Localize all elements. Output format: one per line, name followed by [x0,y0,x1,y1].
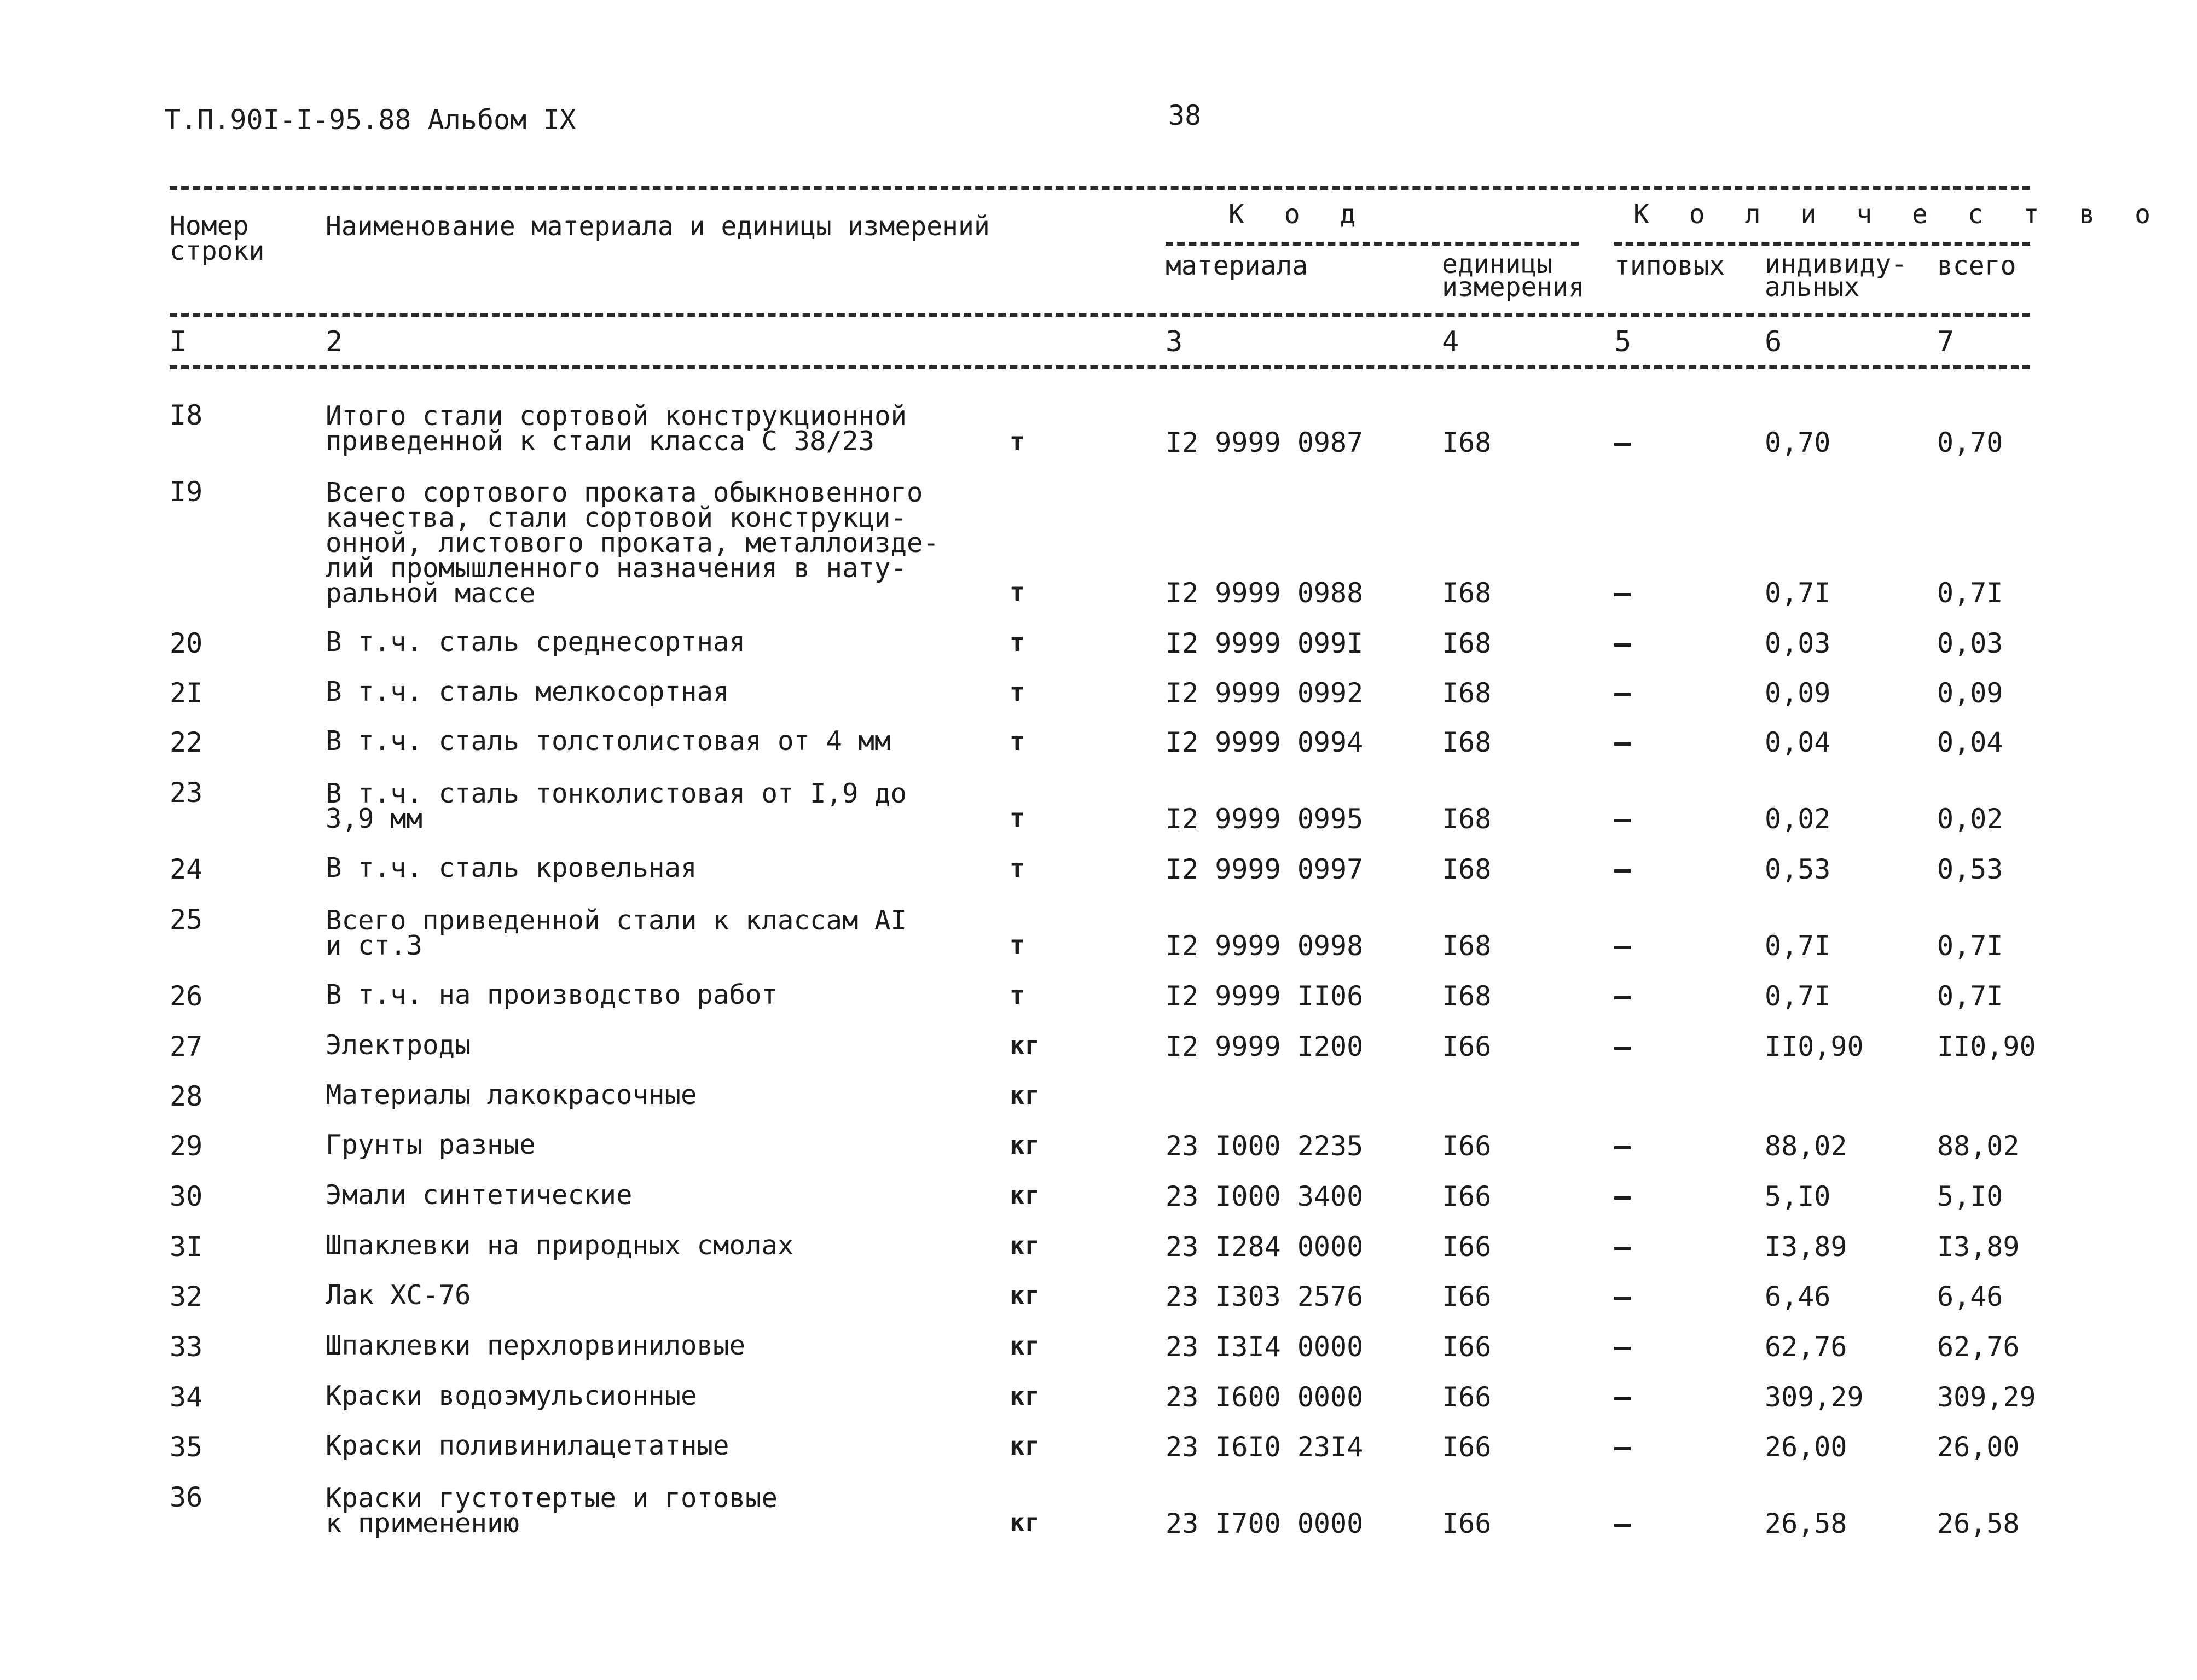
unit-code: I66 [1442,1508,1492,1539]
individual-quantity: 6,46 [1765,1281,1831,1312]
material-name: В т.ч. сталь среднесортная [326,626,746,658]
material-name: Всего сортового проката обыкновенного качества, стали сортовой конструкци- онной, листового проката, металлоизде- лий промышленного назначения в нату- ральной массе [326,477,940,609]
material-code: I2 9999 0998 [1166,930,1364,962]
row-number: 27 [170,1031,203,1062]
unit: т [1010,627,1025,657]
material-code: I2 9999 0987 [1166,427,1364,458]
unit-code: I66 [1442,1031,1492,1062]
individual-quantity: I3,89 [1765,1231,1847,1263]
unit: т [1010,853,1025,883]
material-code: 23 I6I0 23I4 [1166,1431,1364,1463]
typical-quantity: – [1614,930,1631,962]
typical-quantity: – [1614,980,1631,1012]
typical-quantity: – [1614,803,1631,835]
header-bottom-rule [170,313,2030,317]
row-number: 28 [170,1080,203,1112]
material-name: В т.ч. сталь мелкосортная [326,676,729,707]
total-quantity: 0,7I [1937,980,2003,1012]
header-row-number: Номер строки [170,211,265,266]
individual-quantity: 0,04 [1765,726,1831,758]
typical-quantity: – [1614,627,1631,659]
total-quantity: 26,58 [1937,1508,2020,1539]
header-typical: типовых [1614,251,1725,281]
material-code: I2 9999 I200 [1166,1031,1364,1062]
material-name: Шпаклевки на природных смолах [326,1230,794,1261]
material-name: Краски поливинилацетатные [326,1430,729,1461]
unit: кг [1010,1281,1040,1310]
material-name: Электроды [326,1030,471,1061]
material-name: Материалы лакокрасочные [326,1079,697,1111]
row-number: 22 [170,726,203,758]
unit-code: I68 [1442,677,1492,709]
total-quantity: 0,02 [1937,803,2003,835]
document-reference: Т.П.90I-I-95.88 Альбом IX [164,104,576,136]
typical-quantity: – [1614,1181,1631,1212]
material-code: I2 9999 0995 [1166,803,1364,835]
typical-quantity: – [1614,853,1631,885]
individual-quantity: 26,58 [1765,1508,1847,1539]
unit-code: I68 [1442,577,1492,609]
individual-quantity: 0,7I [1765,930,1831,962]
material-code: I2 9999 0997 [1166,853,1364,885]
material-code: I2 9999 0994 [1166,726,1364,758]
header-material-name: Наименование материала и единицы измерений [326,211,990,242]
unit-code: I66 [1442,1281,1492,1312]
unit: т [1010,980,1025,1010]
total-quantity: 62,76 [1937,1331,2020,1363]
unit: кг [1010,1080,1040,1110]
total-quantity: 6,46 [1937,1281,2003,1312]
material-code: I2 9999 0992 [1166,677,1364,709]
unit: кг [1010,1431,1040,1461]
material-name: В т.ч. сталь тонколистовая от I,9 до 3,9 мм [326,778,907,834]
material-code: 23 I600 0000 [1166,1381,1364,1413]
unit-code: I68 [1442,930,1492,962]
unit-code: I66 [1442,1231,1492,1263]
unit-code: I68 [1442,427,1492,458]
unit: кг [1010,1381,1040,1411]
material-name: Грунты разные [326,1129,536,1160]
header-code-group: К о д [1228,199,1368,230]
material-name: Шпаклевки перхлорвиниловые [326,1330,746,1361]
row-number: 20 [170,627,203,659]
material-name: Краски густотертые и готовые к применению [326,1483,778,1539]
total-quantity: 0,03 [1937,627,2003,659]
row-number: 33 [170,1331,203,1363]
total-quantity: 0,7I [1937,930,2003,962]
column-number-2: 2 [326,325,343,358]
typical-quantity: – [1614,1231,1631,1263]
unit: т [1010,677,1025,707]
total-quantity: II0,90 [1937,1031,2036,1062]
material-code: 23 I700 0000 [1166,1508,1364,1539]
material-name: В т.ч. сталь толстолистовая от 4 мм [326,725,891,757]
individual-quantity: 62,76 [1765,1331,1847,1363]
unit: кг [1010,1508,1040,1537]
unit-code: I66 [1442,1130,1492,1162]
material-name: Краски водоэмульсионные [326,1380,697,1411]
unit-code: I66 [1442,1431,1492,1463]
column-numbers-rule [170,365,2030,369]
total-quantity: 0,09 [1937,677,2003,709]
unit: кг [1010,1181,1040,1210]
header-total: всего [1937,251,2016,281]
unit: т [1010,577,1025,607]
total-quantity: I3,89 [1937,1231,2020,1263]
row-number: 23 [170,777,203,809]
typical-quantity: – [1614,1381,1631,1413]
material-name: Всего приведенной стали к классам АI и ст.3 [326,905,907,961]
material-code: 23 I303 2576 [1166,1281,1364,1312]
header-unit-code: единицы измерения [1442,249,1585,303]
unit-code: I68 [1442,803,1492,835]
typical-quantity: – [1614,1431,1631,1463]
material-code: 23 I000 3400 [1166,1181,1364,1212]
typical-quantity: – [1614,1281,1631,1312]
typical-quantity: – [1614,577,1631,609]
material-name: В т.ч. на производство работ [326,979,778,1010]
row-number: I9 [170,476,203,508]
typical-quantity: – [1614,1031,1631,1062]
row-number: 29 [170,1130,203,1162]
row-number: 2I [170,677,203,709]
material-code: I2 9999 099I [1166,627,1364,659]
row-number: 26 [170,980,203,1012]
material-code: I2 9999 0988 [1166,577,1364,609]
individual-quantity: 5,I0 [1765,1181,1831,1212]
row-number: I8 [170,399,203,431]
material-name: Эмали синтетические [326,1179,633,1211]
typical-quantity: – [1614,427,1631,458]
column-number-6: 6 [1765,325,1782,358]
header-material-code: материала [1166,251,1308,281]
total-quantity: 5,I0 [1937,1181,2003,1212]
total-quantity: 0,04 [1937,726,2003,758]
unit: кг [1010,1130,1040,1160]
unit-code: I68 [1442,726,1492,758]
individual-quantity: 0,02 [1765,803,1831,835]
material-name: Итого стали сортовой конструкционной приведенной к стали класса С 38/23 [326,400,907,457]
total-quantity: 0,7I [1937,577,2003,609]
row-number: 36 [170,1481,203,1513]
individual-quantity: 0,09 [1765,677,1831,709]
row-number: 34 [170,1381,203,1413]
material-code: 23 I000 2235 [1166,1130,1364,1162]
unit: т [1010,930,1025,960]
individual-quantity: 0,70 [1765,427,1831,458]
material-code: 23 I3I4 0000 [1166,1331,1364,1363]
total-quantity: 88,02 [1937,1130,2020,1162]
row-number: 35 [170,1431,203,1463]
unit-code: I66 [1442,1381,1492,1413]
total-quantity: 0,53 [1937,853,2003,885]
header-individual: индивиду- альных [1765,249,1908,303]
column-number-3: 3 [1166,325,1183,358]
material-name: В т.ч. сталь кровельная [326,852,697,883]
unit: т [1010,803,1025,833]
column-number-4: 4 [1442,325,1459,358]
row-number: 3I [170,1231,203,1263]
unit: кг [1010,1331,1040,1361]
individual-quantity: 0,7I [1765,980,1831,1012]
total-quantity: 0,70 [1937,427,2003,458]
material-code: I2 9999 II06 [1166,980,1364,1012]
unit: кг [1010,1031,1040,1060]
header-quantity-group: К о л и ч е с т в о [1633,199,2163,230]
unit-code: I66 [1442,1181,1492,1212]
row-number: 25 [170,904,203,935]
table-top-rule [170,186,2030,190]
unit: т [1010,427,1025,456]
row-number: 30 [170,1181,203,1212]
row-number: 32 [170,1281,203,1312]
typical-quantity: – [1614,726,1631,758]
unit-code: I68 [1442,627,1492,659]
total-quantity: 309,29 [1937,1381,2036,1413]
column-number-1: I [170,325,187,358]
typical-quantity: – [1614,1508,1631,1539]
individual-quantity: 88,02 [1765,1130,1847,1162]
individual-quantity: 0,53 [1765,853,1831,885]
individual-quantity: 0,03 [1765,627,1831,659]
page-number: 38 [1168,100,1202,131]
material-name: Лак ХС-76 [326,1280,471,1311]
code-group-rule [1166,242,1579,246]
typical-quantity: – [1614,1130,1631,1162]
unit: т [1010,726,1025,756]
unit-code: I68 [1442,853,1492,885]
individual-quantity: 26,00 [1765,1431,1847,1463]
individual-quantity: 0,7I [1765,577,1831,609]
individual-quantity: II0,90 [1765,1031,1864,1062]
quantity-group-rule [1614,242,2030,246]
total-quantity: 26,00 [1937,1431,2020,1463]
material-code: 23 I284 0000 [1166,1231,1364,1263]
column-number-5: 5 [1614,325,1632,358]
row-number: 24 [170,853,203,885]
unit-code: I66 [1442,1331,1492,1363]
typical-quantity: – [1614,1331,1631,1363]
unit: кг [1010,1231,1040,1260]
column-number-7: 7 [1937,325,1955,358]
individual-quantity: 309,29 [1765,1381,1864,1413]
unit-code: I68 [1442,980,1492,1012]
typical-quantity: – [1614,677,1631,709]
